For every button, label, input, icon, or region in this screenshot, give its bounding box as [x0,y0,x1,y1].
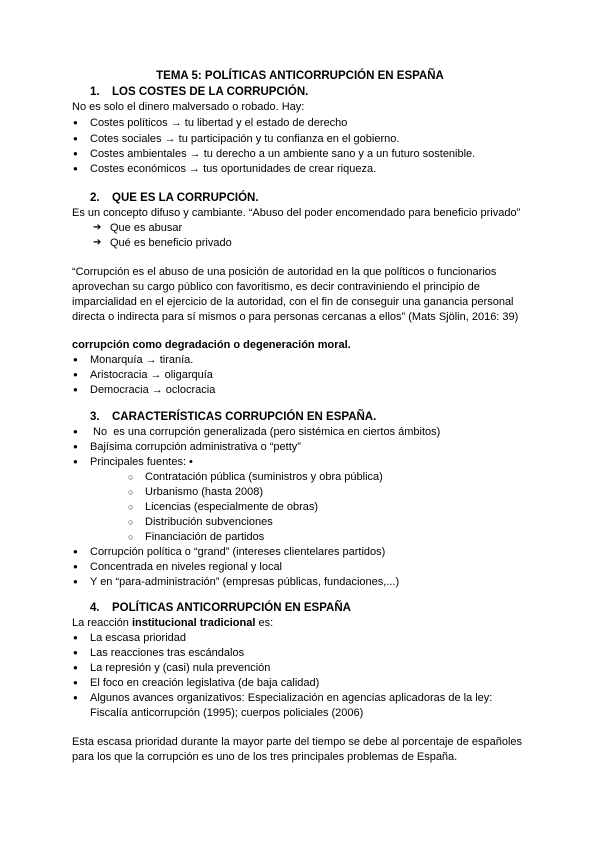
closing-line: Esta escasa prioridad durante la mayor parte del tiempo se debe al porcentaje de españoles [72,736,523,748]
section-2-title: QUE ES LA CORRUPCIÓN. [112,192,259,204]
degradation-heading: corrupción como degradación o degeneración moral. [72,339,351,351]
section-3-heading [90,410,376,424]
section-2-intro: Es un concepto difuso y cambiante. “Abuso del poder encomendado para beneficio privado” [72,207,521,219]
section-4-intro-bold: institucional tradicional [131,617,256,629]
quote-line: directa o indirecta para sí mismos o para personas cercanas a ellos” (Mats Sjölin, 2016: 39) [72,311,519,323]
list-item: ● Bajísima corrupción administrativa o “petty” [90,440,301,454]
closing-line: para los que la corrupción es uno de los tres principales problemas de España. [72,751,458,763]
section-2-heading [90,191,259,205]
list-item: ● Aristocracia → oligarquía [90,368,213,382]
section-3-number: 3. [90,411,100,423]
list-item-continuation: Fiscalía anticorrupción (1995); cuerpos policiales (2006) [90,707,364,719]
section-1-intro: No es solo el dinero malversado o robado. Hay: [72,101,305,113]
section-1-number: 1. [90,86,100,98]
list-item: ● La escasa prioridad [90,631,186,645]
list-item: ● Concentrada en niveles regional y local [90,560,282,574]
section-1-title: LOS COSTES DE LA CORRUPCIÓN. [112,86,309,98]
section-1-heading [90,85,308,99]
section-4-intro-pre: La reacción [72,617,132,629]
sub-list-item: ○ Distribución subvenciones [145,515,273,529]
section-2-number: 2. [90,192,100,204]
section-4-heading [90,601,351,615]
sub-list-item: ○ Licencias (especialmente de obras) [145,500,318,514]
list-item: ● Costes políticos → tu libertad y el estado de derecho [90,116,347,130]
quote-line: aprovechan su cargo público con favoritismo, es decir contraviniendo el principio de [72,281,480,293]
list-item: ● La represión y (casi) nula prevención [90,661,270,675]
list-item: ● Monarquía → tiranía. [90,353,193,367]
list-item: ● Y en “para-administración” (empresas públicas, fundaciones,...) [90,575,399,589]
section-4-number: 4. [90,602,100,614]
section-3-title: CARACTERÍSTICAS CORRUPCIÓN EN ESPAÑA. [112,411,377,423]
arrow-item: ➔ Que es abusar [110,221,182,235]
list-item: ● Democracia → oclocracia [90,383,215,397]
list-item: ● Principales fuentes: • [90,455,193,469]
list-item: ● El foco en creación legislativa (de baja calidad) [90,676,319,690]
list-item: ● No es una corrupción generalizada (pero sistémica en ciertos ámbitos) [90,425,440,439]
quote-line: “Corrupción es el abuso de una posición de autoridad en la que políticos o funcionarios [72,266,497,278]
sub-list-item: ○ Contratación pública (suministros y obra pública) [145,470,383,484]
section-4-intro [72,616,273,630]
arrow-item: ➔ Qué es beneficio privado [110,236,232,250]
list-item: ● Costes ambientales → tu derecho a un ambiente sano y a un futuro sostenible. [90,147,475,161]
quote-line: imparcialidad en el ejercicio de la autoridad, con el fin de conseguir una ganancia personal [72,296,514,308]
section-4-title: POLÍTICAS ANTICORRUPCIÓN EN ESPAÑA [112,602,351,614]
sub-list-item: ○ Urbanismo (hasta 2008) [145,485,263,499]
section-4-intro-post: es: [255,617,274,629]
list-item: ● Cotes sociales → tu participación y tu confianza en el gobierno. [90,132,399,146]
list-item: ● Costes económicos → tus oportunidades de crear riqueza. [90,162,376,176]
document-title: TEMA 5: POLÍTICAS ANTICORRUPCIÓN EN ESPAÑA [156,70,444,82]
sub-list-item: ○ Financiación de partidos [145,530,264,544]
list-item: ● Corrupción política o “grand” (intereses clientelares partidos) [90,545,385,559]
list-item: ● Algunos avances organizativos: Especialización en agencias aplicadoras de la ley: [90,691,492,705]
list-item: ● Las reacciones tras escándalos [90,646,244,660]
